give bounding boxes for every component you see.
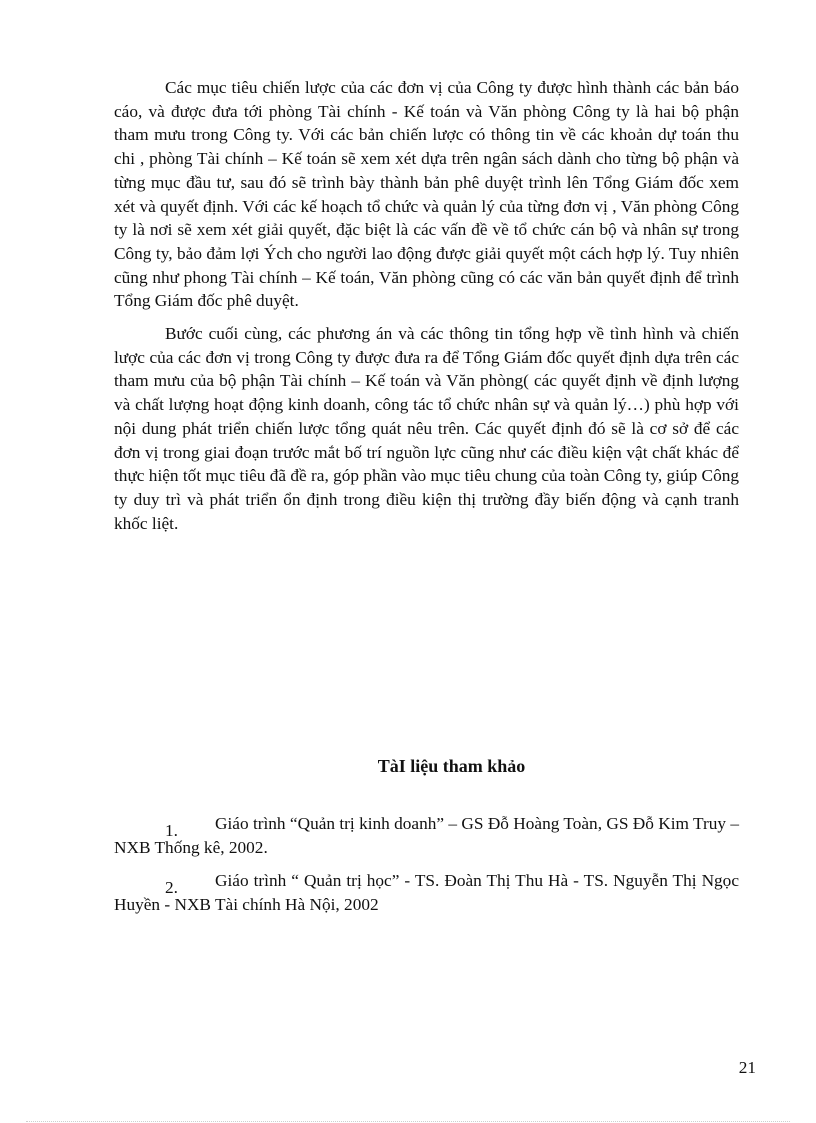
reference-number: 1. (165, 821, 178, 840)
reference-item (114, 812, 739, 859)
body-text (114, 76, 739, 544)
page-number: 21 (738, 1058, 756, 1077)
references-heading: TàI liệu tham khảo (377, 756, 526, 776)
reference-number: 2. (165, 878, 178, 898)
references-list (114, 812, 739, 927)
paragraph: Các mục tiêu chiến lược của các đơn vị của Công ty được hình thành các bản báo cáo, và được đưa tới phòng Tài chính - Kế toán và Văn phòng Công ty là hai bộ phận tham mưu trong Công ty. Với các bản chiến lược có thông tin về các khoản dự toán thu chi , phòng Tài chính – Kế toán sẽ xem xét dựa trên ngân sách dành cho từng bộ phận và từng mục đầu tư, sau đó sẽ trình bày thành bản phê duyệt trình lên Tổng Giám đốc xem xét và quyết định. Với các kế hoạch tổ chức và quản lý của từng đơn vị , Văn phòng Công ty là nơi sẽ xem xét giải quyết, đặc biệt là các vấn đề về tổ chức cán bộ và nhân sự trong Công ty, bảo đảm lợi Ých cho người lao động được giải quyết một cách hợp lý. Tuy nhiên cũng như phong Tài chính – Kế toán, Văn phòng cũng có các văn bản quyết định để trình Tổng Giám đốc phê duyệt. (114, 78, 739, 311)
reference-text: Giáo trình “Quản trị kinh doanh” – GS Đỗ Hoàng Toàn, GS Đỗ Kim Truy – NXB Thống kê, 2002. (114, 814, 739, 857)
reference-item (114, 869, 739, 916)
reference-text: Giáo trình “ Quản trị học” - TS. Đoàn Thị Thu Hà - TS. Nguyễn Thị Ngọc Huyền - NXB Tài chính Hà Nội, 2002 (114, 871, 739, 915)
paragraph: Bước cuối cùng, các phương án và các thông tin tổng hợp về tình hình và chiến lược của các đơn vị trong Công ty được đưa ra để Tổng Giám đốc quyết định dựa trên các tham mưu của bộ phận Tài chính – Kế toán và Văn phòng( các quyết định về định lượng và chất lượng hoạt động kinh doanh, công tác tổ chức nhân sự và quản lý…) phù hợp với nội dung phát triển chiến lược tổng quát nêu trên. Các quyết định đó sẽ là cơ sở để các đơn vị trong giai đoạn trước mắt bố trí nguồn lực cũng như các điều kiện vật chất khác để thực hiện tốt mục tiêu đã đề ra, góp phần vào mục tiêu chung của toàn Công ty, giúp Công ty duy trì và phát triển ổn định trong điều kiện thị trường đầy biến động và cạnh tranh khốc liệt. (114, 324, 739, 533)
page-bottom-divider (26, 1121, 790, 1122)
